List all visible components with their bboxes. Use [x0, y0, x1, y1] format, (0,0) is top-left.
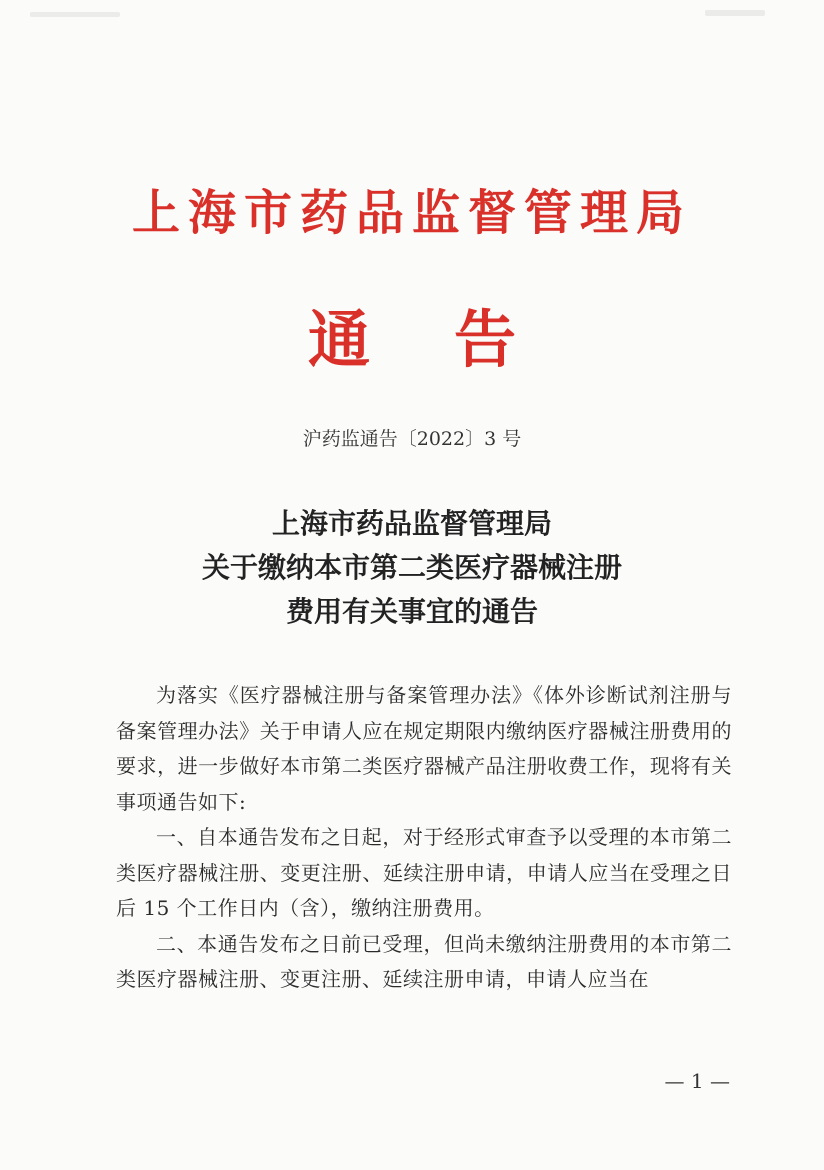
title-line: 关于缴纳本市第二类医疗器械注册 — [201, 551, 622, 584]
document-number: 沪药监通告〔2022〕3 号 — [302, 428, 522, 450]
body-paragraph: 二、本通告发布之日前已受理，但尚未缴纳注册费用的本市第二类医疗器械注册、变更注册、延续注册申请，申请人应当在 — [116, 931, 732, 991]
document-type-heading — [0, 300, 824, 380]
scan-artifact — [705, 10, 765, 16]
document-type-char: 通 — [307, 303, 370, 376]
page-number: — 1 — — [664, 1069, 730, 1093]
document-body — [116, 678, 732, 998]
scan-artifact — [30, 12, 120, 17]
body-paragraph: 为落实《医疗器械注册与备案管理办法》《体外诊断试剂注册与备案管理办法》关于申请人应在规定期限内缴纳医疗器械注册费用的要求，进一步做好本市第二类医疗器械产品注册收费工作，现将有关事项通告如下: — [116, 683, 732, 814]
document-type-char: 告 — [454, 303, 517, 376]
title-line: 上海市药品监督管理局 — [271, 507, 552, 540]
title-line: 费用有关事宜的通告 — [285, 595, 538, 628]
body-paragraph: 一、自本通告发布之日起，对于经形式审查予以受理的本市第二类医疗器械注册、变更注册、延续注册申请，申请人应当在受理之日后 15 个工作日内（含），缴纳注册费用。 — [116, 825, 732, 920]
document-title — [0, 502, 824, 634]
agency-header: 上海市药品监督管理局 — [131, 185, 692, 241]
